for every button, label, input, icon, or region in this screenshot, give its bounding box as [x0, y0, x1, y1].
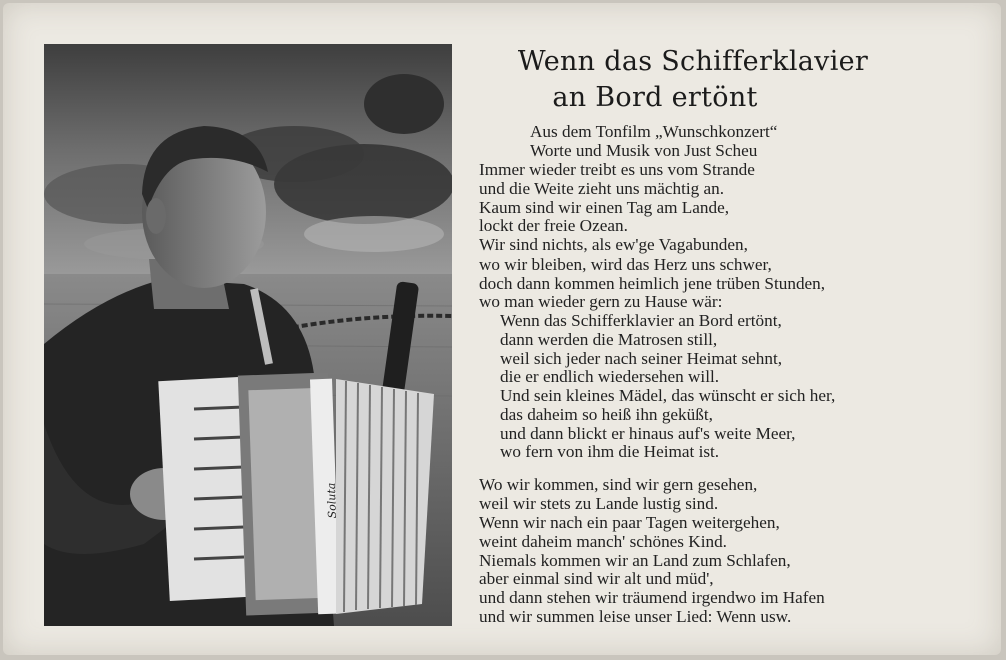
verse2-line: und wir summen leise unser Lied: Wenn usw. — [479, 607, 792, 626]
song-title-line2: an Bord ertönt — [552, 82, 758, 113]
verse2-line: aber einmal sind wir alt und müd', — [479, 569, 714, 588]
verse1-line: wo man wieder gern zu Hause wär: — [479, 292, 723, 311]
verse1-line: wo wir bleiben, wird das Herz uns schwer, — [479, 255, 772, 274]
chorus-line: Und sein kleines Mädel, das wünscht er sich her, — [500, 386, 836, 405]
chorus-line: und dann blickt er hinaus auf's weite Meer, — [500, 424, 796, 443]
verse1-line: Kaum sind wir einen Tag am Lande, — [479, 198, 730, 217]
verse1-line: und die Weite zieht uns mächtig an. — [479, 179, 725, 198]
chorus-line: das daheim so heiß ihn geküßt, — [500, 405, 713, 424]
accordion-brand: Soluta — [324, 482, 339, 519]
verse2-line: weint daheim manch' schönes Kind. — [479, 532, 727, 551]
sailor-accordion-photo — [44, 44, 452, 626]
chorus-line: weil sich jeder nach seiner Heimat sehnt, — [500, 349, 783, 368]
chorus-line: die er endlich wiedersehen will. — [500, 367, 720, 386]
verse1-line: lockt der freie Ozean. — [479, 216, 628, 235]
verse2-line: Wenn wir nach ein paar Tagen weitergehen, — [479, 513, 780, 532]
film-credit: Aus dem Tonfilm „Wunschkonzert“ — [530, 122, 778, 141]
chorus-line: Wenn das Schifferklavier an Bord ertönt, — [500, 311, 782, 330]
verse1-line: Immer wieder treibt es uns vom Strande — [479, 160, 755, 179]
chorus-line: wo fern von ihm die Heimat ist. — [500, 442, 720, 461]
song-title: Wenn das Schifferklavier — [517, 46, 869, 77]
verse1-line: doch dann kommen heimlich jene trüben Stunden, — [479, 274, 826, 293]
verse2-line: Niemals kommen wir an Land zum Schlafen, — [479, 551, 791, 570]
verse2-line: Wo wir kommen, sind wir gern gesehen, — [479, 475, 758, 494]
chorus-line: dann werden die Matrosen still, — [500, 330, 718, 349]
lyrics-credit: Worte und Musik von Just Scheu — [530, 141, 758, 160]
verse2-line: und dann stehen wir träumend irgendwo im Hafen — [479, 588, 825, 607]
photo-illustration — [44, 44, 452, 626]
verse2-line: weil wir stets zu Lande lustig sind. — [479, 494, 719, 513]
verse1-line: Wir sind nichts, als ew'ge Vagabunden, — [479, 235, 748, 254]
